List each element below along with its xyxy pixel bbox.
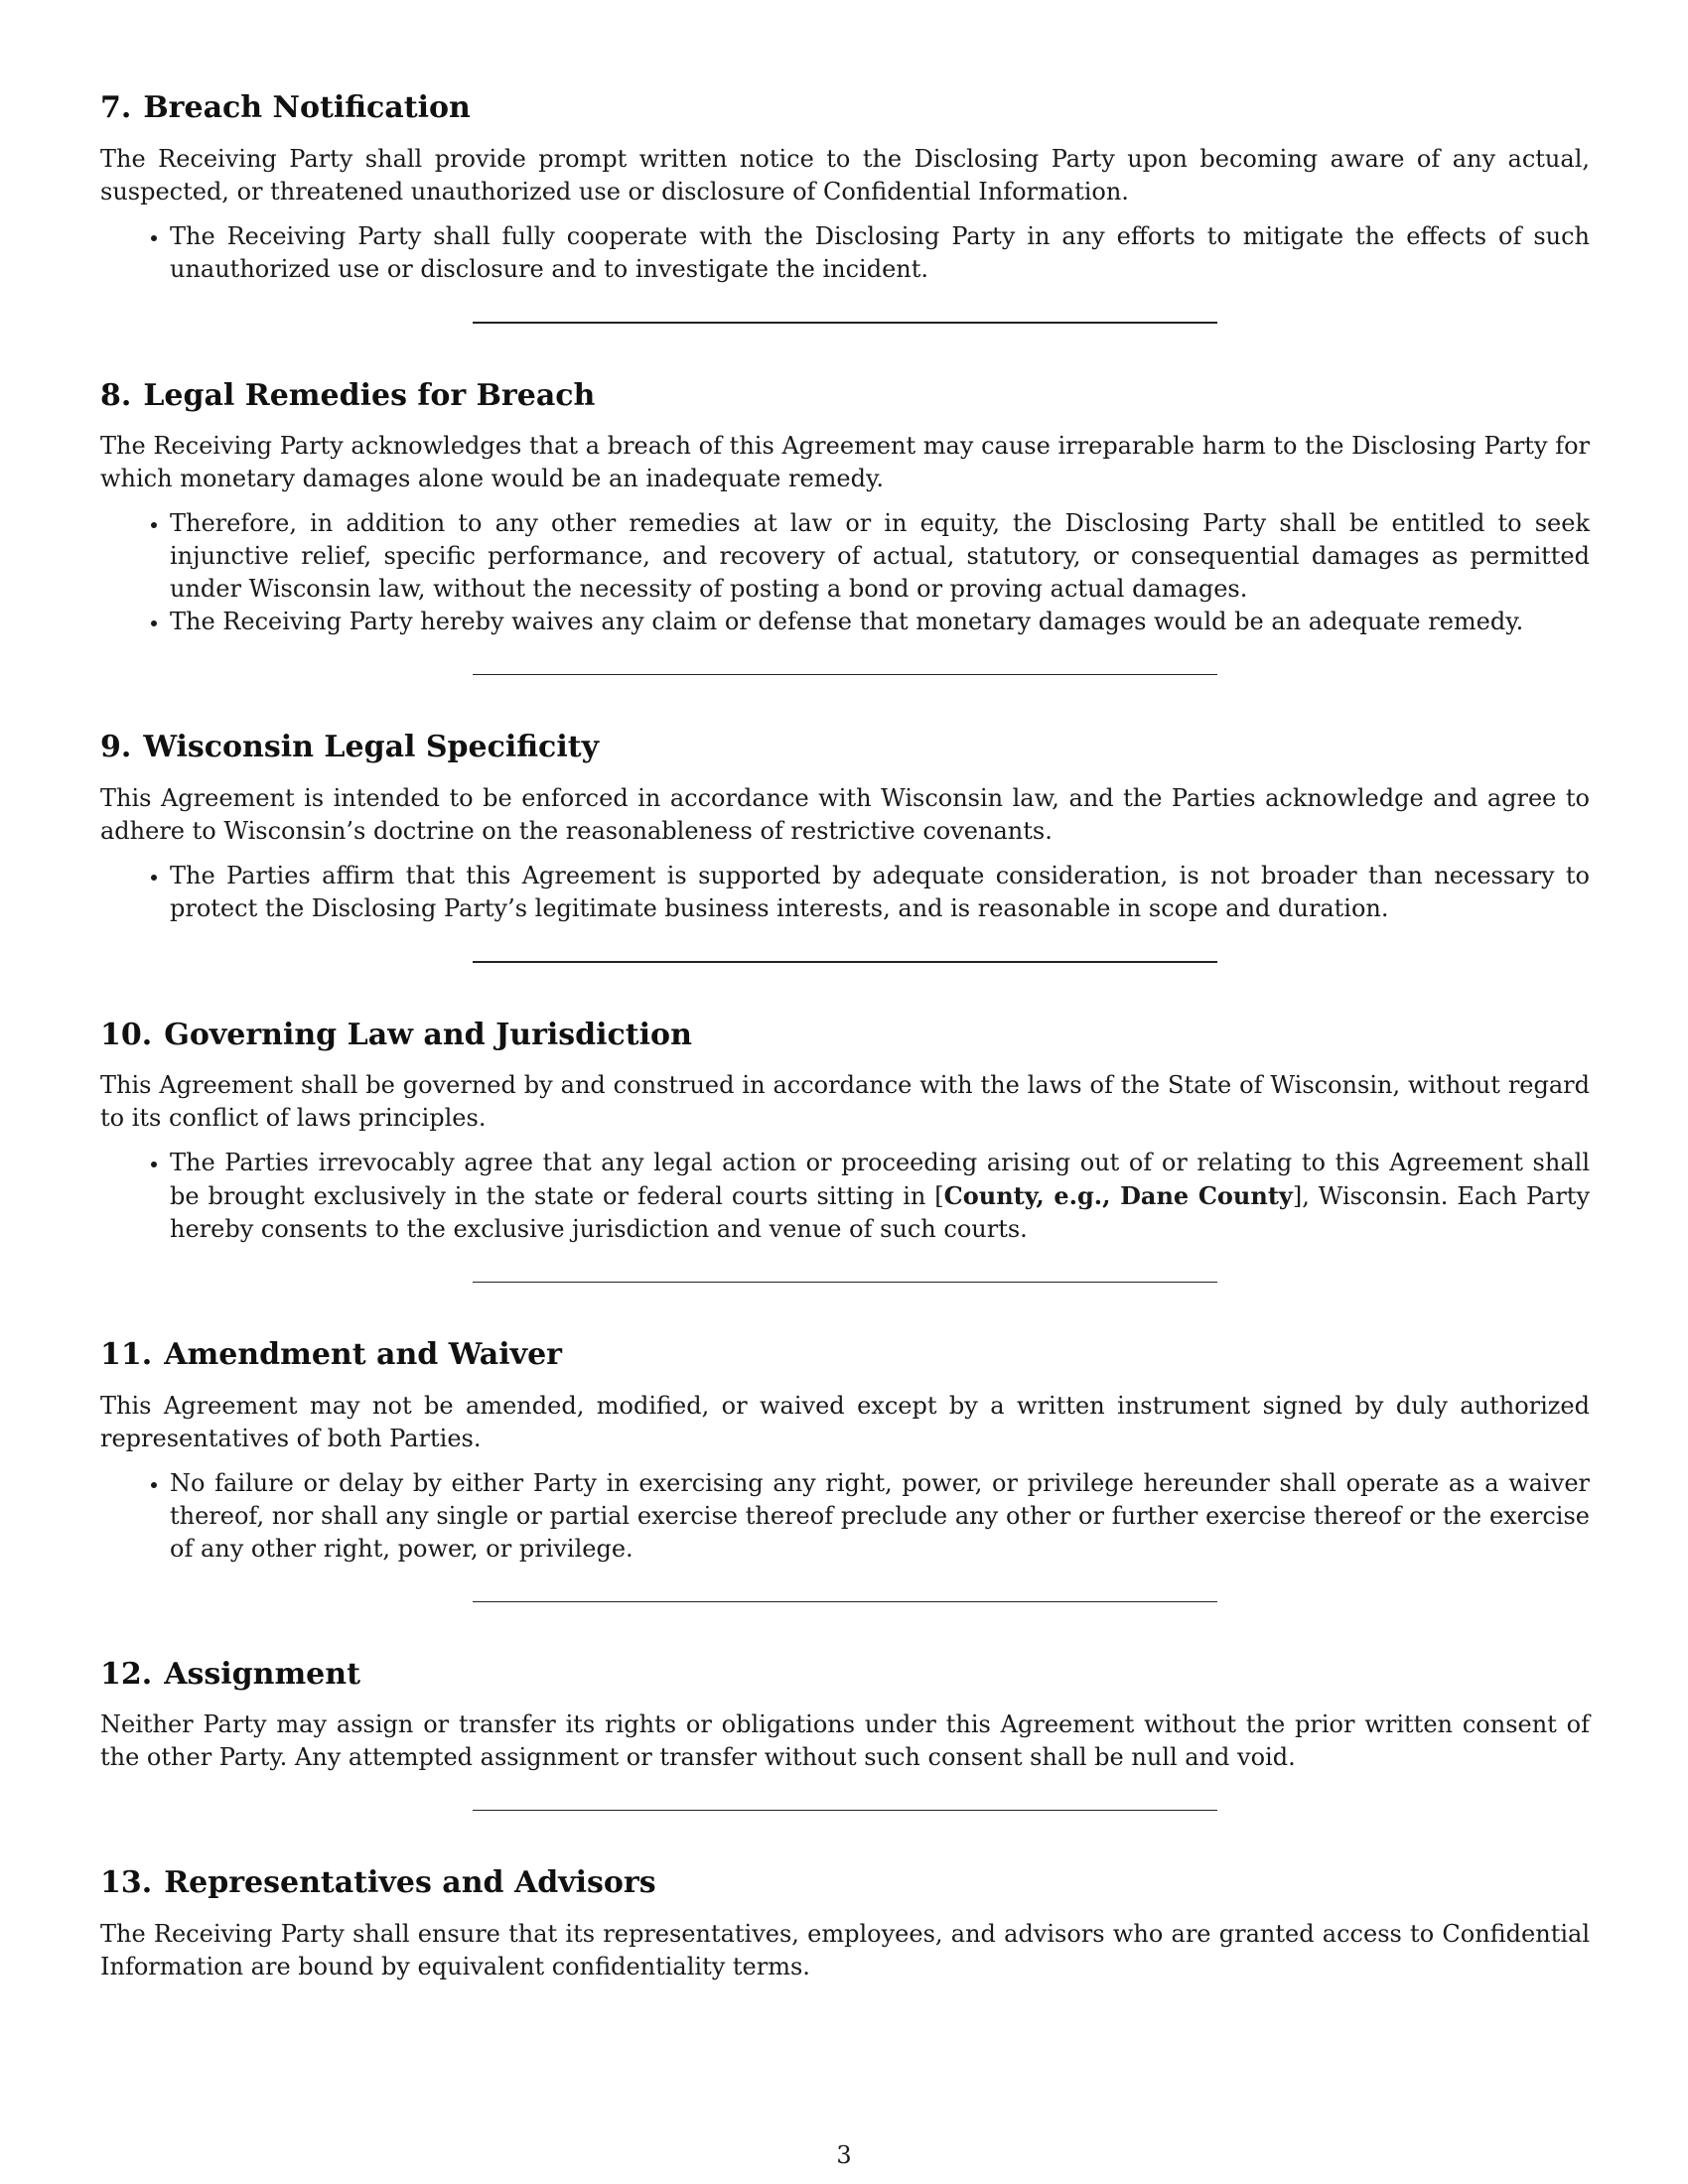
section-divider: [473, 1282, 1217, 1283]
section-paragraph: This Agreement shall be governed by and construed in accordance with the laws of the State of Wisconsin, without regard to its conflict of laws principles.: [100, 1071, 1590, 1132]
section-heading: [100, 89, 1590, 127]
section-title: Legal Remedies for Breach: [143, 377, 596, 413]
section-title: Amendment and Waiver: [164, 1337, 562, 1372]
section-number: 9.: [100, 730, 132, 764]
bullet-list: [100, 220, 1590, 286]
section-representatives-advisors: [100, 1864, 1590, 1983]
section-divider: [473, 322, 1217, 324]
section-divider: [473, 1810, 1217, 1811]
bullet-item: • No failure or delay by either Party in exercising any right, power, or privilege hereunder shall operate as a waiver thereof, nor shall any single or partial exercise thereof preclude any other or further exercise thereof or the exercise of any other right, power, or privilege.: [170, 1467, 1590, 1566]
section-number: 11.: [100, 1337, 153, 1372]
section-divider: [473, 674, 1217, 675]
section-heading: [100, 1017, 1590, 1054]
section-breach-notification: [100, 89, 1590, 286]
bullet-text-before: The Parties irrevocably agree that any legal action or proceeding arising out of or relating to this Agreement shall be brought exclusively in the state or federal courts sitting in [: [170, 1149, 1590, 1210]
bullet-item: • Therefore, in addition to any other remedies at law or in equity, the Disclosing Party shall be entitled to seek injunctive relief, specific performance, and recovery of actual, statutory, or consequential damages as permitted under Wisconsin law, without the necessity of posting a bond or proving actual damages.: [170, 507, 1590, 606]
page-number: 3: [836, 2141, 852, 2169]
bullet-list: [100, 860, 1590, 925]
bullet-list: [100, 1147, 1590, 1246]
section-number: 10.: [100, 1017, 153, 1052]
section-number: 8.: [100, 377, 132, 413]
section-heading: [100, 729, 1590, 766]
section-divider: [473, 1601, 1217, 1602]
section-amendment-waiver: [100, 1336, 1590, 1566]
section-heading: [100, 1336, 1590, 1374]
bullet-item: • The Receiving Party shall fully cooperate with the Disclosing Party in any efforts to mitigate the effects of such unauthorized use or disclosure and to investigate the incident.: [170, 220, 1590, 286]
bullet-item: • The Receiving Party hereby waives any claim or defense that monetary damages would be an adequate remedy.: [170, 606, 1590, 638]
section-governing-law: [100, 1017, 1590, 1247]
section-paragraph: This Agreement is intended to be enforced in accordance with Wisconsin law, and the Parties acknowledge and agree to adhere to Wisconsin’s doctrine on the reasonableness of restrictive covenants.: [100, 783, 1590, 845]
document-page: [100, 89, 1590, 1995]
section-number: 7.: [100, 90, 132, 125]
section-title: Breach Notification: [143, 90, 471, 125]
section-title: Governing Law and Jurisdiction: [164, 1017, 692, 1052]
section-paragraph: The Receiving Party acknowledges that a breach of this Agreement may cause irreparable harm to the Disclosing Party for which monetary damages alone would be an inadequate remedy.: [100, 432, 1590, 492]
section-title: Assignment: [164, 1656, 360, 1692]
section-number: 13.: [100, 1865, 153, 1900]
bullet-item: [170, 1147, 1590, 1246]
bullet-list: [100, 1467, 1590, 1566]
section-divider: [473, 961, 1217, 963]
section-heading: [100, 377, 1590, 415]
section-wisconsin-specificity: [100, 729, 1590, 925]
section-paragraph: This Agreement may not be amended, modified, or waived except by a written instrument signed by duly authorized representatives of both Parties.: [100, 1391, 1590, 1452]
section-number: 12.: [100, 1656, 153, 1692]
section-title: Wisconsin Legal Specificity: [143, 730, 599, 764]
section-title: Representatives and Advisors: [164, 1865, 656, 1900]
section-legal-remedies: [100, 377, 1590, 639]
section-paragraph: The Receiving Party shall ensure that its representatives, employees, and advisors who are granted access to Confidential Information are bound by equivalent confidentiality terms.: [100, 1919, 1590, 1980]
county-placeholder: County, e.g., Dane County: [943, 1181, 1293, 1210]
section-paragraph: Neither Party may assign or transfer its rights or obligations under this Agreement without the prior written consent of the other Party. Any attempted assignment or transfer without such consent shall be null and void.: [100, 1710, 1590, 1771]
section-heading: [100, 1864, 1590, 1902]
section-paragraph: The Receiving Party shall provide prompt written notice to the Disclosing Party upon becoming aware of any actual, suspected, or threatened unauthorized use or disclosure of Confidential Information.: [100, 144, 1590, 205]
section-assignment: [100, 1656, 1590, 1775]
bullet-text-after: ], Wisconsin. Each Party hereby consents to the exclusive jurisdiction and venue of such courts.: [170, 1182, 1590, 1243]
section-heading: [100, 1656, 1590, 1694]
bullet-item: • The Parties affirm that this Agreement is supported by adequate consideration, is not broader than necessary to protect the Disclosing Party’s legitimate business interests, and is reasonable in scope and duration.: [170, 860, 1590, 925]
bullet-list: [100, 507, 1590, 638]
